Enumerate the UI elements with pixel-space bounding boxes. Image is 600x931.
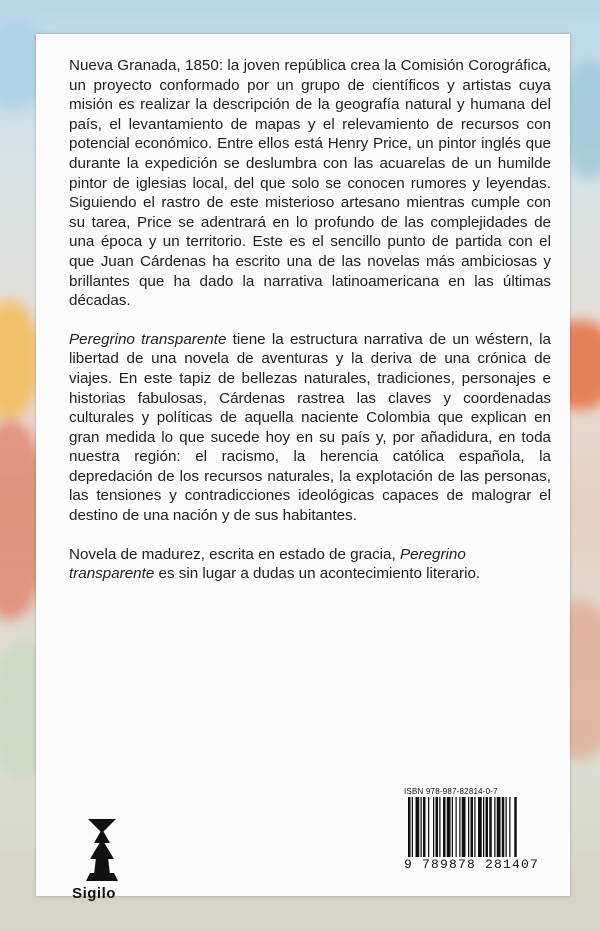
barcode-bar — [443, 797, 446, 857]
barcode-bar — [506, 797, 507, 857]
synopsis-paragraph-3 — [69, 545, 551, 584]
barcode-bar — [408, 797, 411, 857]
isbn-label: ISBN 978-987-82814-0-7 — [404, 787, 498, 796]
barcode-bar — [509, 797, 510, 857]
barcode-bar — [447, 797, 451, 857]
isbn-digits: 9 789878 281407 — [404, 857, 540, 872]
paragraph-2-body: tiene la estructura narrativa de un wéstern, la libertad de una novela de aventuras y la deriva de una crónica de viajes. En este tapiz de bellezas naturales, tradiciones, personajes e historias fabulosas, Cárdenas rastrea las claves y coordenadas culturales y políticas de aquella naciente Colombia que explican en gran medida lo que sucede hoy en su país y, por añadidura, en toda nuestra región: el racismo, la herencia católica española, la depredación de los recursos naturales, la explotación de las personas, las tensiones y contradicciones ideológicas capaces de malograr el destino de una nación y de sus habitantes. — [69, 330, 551, 525]
barcode-bar — [436, 797, 439, 857]
barcode-bars — [408, 797, 552, 857]
barcode-bar — [456, 797, 457, 857]
book-title-italic: Peregrino transparente — [69, 330, 227, 348]
barcode-bar — [497, 797, 501, 857]
synopsis-paragraph-1: Nueva Granada, 1850: la joven república crea la Comisión Corográfica, un proyecto conformado por un grupo de científicos y artistas cuya misión es realizar la descripción de la geografía natural y humana del país, el levantamiento de mapas y el relevamiento de recursos con potencial económico. Entre ellos está Henry Price, un pintor inglés que durante la expedición se deslumbra con las acuarelas de un humilde pintor de iglesias local, del que solo se conocen rumores y leyendas. Siguiendo el rastro de este misterioso artesano mientras cumple con su tarea, Price se adentrará en lo profundo de las complejidades de una época y un territorio. Este es el sencillo punto de partida con el que Juan Cárdenas ha escrito una de las novelas más ambiciosas y brillantes que ha dado la narrativa latinoamericana en las últimas décadas. — [69, 57, 551, 310]
publisher-logo — [72, 819, 132, 904]
barcode-bar — [502, 797, 505, 857]
barcode-bar — [416, 797, 420, 857]
barcode-bar — [459, 797, 460, 857]
synopsis-text — [69, 56, 551, 603]
isbn-barcode — [404, 787, 554, 877]
barcode-bar — [439, 797, 440, 857]
barcode-bar — [471, 797, 474, 857]
barcode-bar — [478, 797, 482, 857]
barcode-bar — [433, 797, 434, 857]
barcode-bar — [468, 797, 469, 857]
barcode-bar — [514, 797, 517, 857]
synopsis-paragraph-2 — [69, 330, 551, 526]
paragraph-3-end: es sin lugar a dudas un acontecimiento literario. — [154, 565, 481, 583]
barcode-bar — [489, 797, 492, 857]
barcode-bar — [486, 797, 489, 857]
barcode-bar — [428, 797, 429, 857]
barcode-bar — [462, 797, 466, 857]
barcode-bar — [452, 797, 453, 857]
barcode-bar — [412, 797, 413, 857]
barcode-bar — [421, 797, 422, 857]
publisher-name: Sigilo — [72, 885, 116, 902]
barcode-bar — [474, 797, 475, 857]
paragraph-3-start: Novela de madurez, escrita en estado de gracia, — [69, 545, 400, 563]
barcode-bar — [423, 797, 426, 857]
back-cover-panel — [36, 34, 570, 902]
sigilo-emblem-icon — [80, 819, 124, 881]
book-title-italic: Peregrino transparente — [69, 545, 466, 583]
barcode-bar — [494, 797, 495, 857]
barcode-bar — [483, 797, 484, 857]
